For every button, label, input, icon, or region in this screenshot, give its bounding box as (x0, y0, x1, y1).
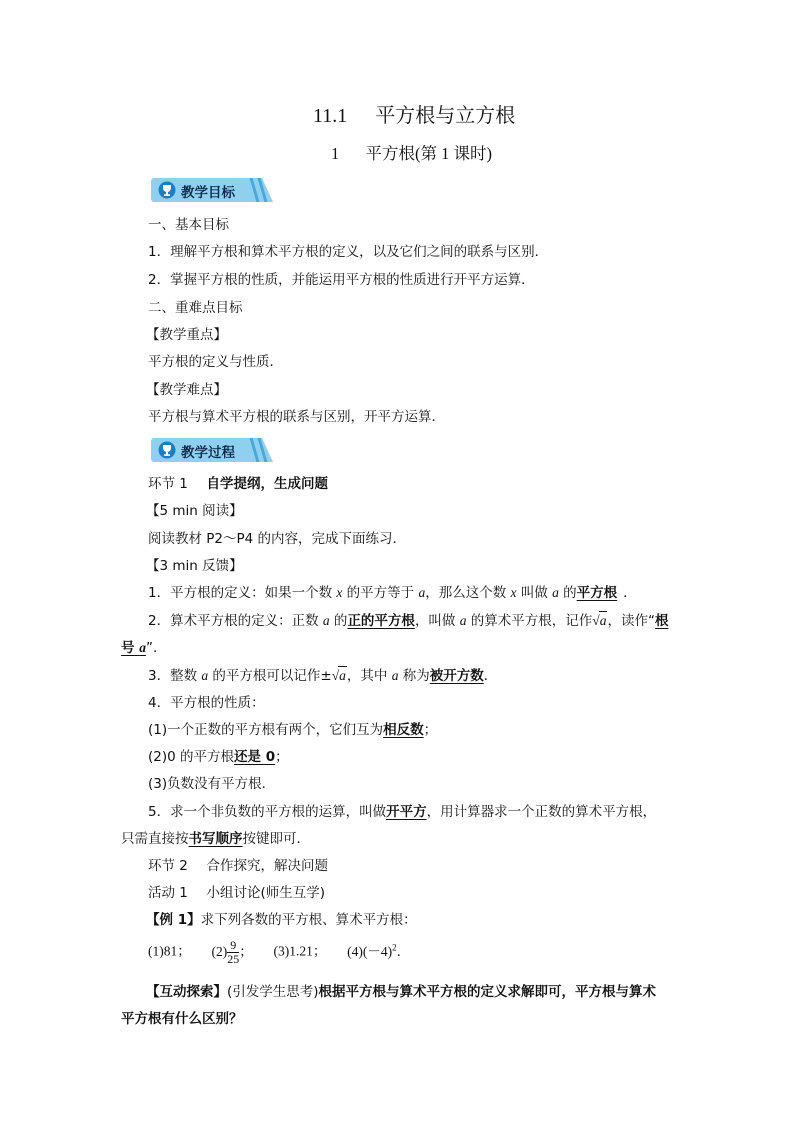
answer-zero: 还是 0 (234, 749, 276, 765)
question-4: 4．平方根的性质： (148, 695, 265, 711)
step-2-heading (148, 857, 328, 875)
goals-badge (151, 178, 273, 202)
process-badge-label: 教学过程 (181, 445, 235, 461)
answer-extract-root: 开平方 (386, 804, 427, 820)
question-1: 1．平方根的定义：如果一个数 x 的平方等于 a，那么这个数 x 叫做 a 的平方根 ． (148, 585, 637, 601)
process-badge (151, 438, 273, 462)
difficulty-text: 平方根与算术平方根的联系与区别，开平方运算． (148, 409, 445, 425)
focus-text: 平方根的定义与性质． (148, 354, 283, 370)
section-name: 平方根与立方根 (375, 103, 516, 127)
answer-square-root: 平方根 (576, 585, 618, 601)
lesson-number: 1 (331, 144, 340, 163)
difficulty-label: 【教学难点】 (146, 382, 227, 398)
property-2: (2)0 的平方根还是 0； (148, 749, 289, 765)
example-item-4: $(4)(-4)^2$． (347, 942, 411, 959)
explore-line-1: 【互动探索】(引发学生思考)根据平方根与算术平方根的定义求解即可，平方根与算术 (146, 984, 657, 1000)
answer-opposite: 相反数 (383, 722, 424, 738)
property-1: (1)一个正数的平方根有两个，它们互为相反数； (148, 722, 438, 738)
answer-writing-order: 书写顺序 (188, 831, 243, 847)
activity-1-heading (148, 884, 325, 902)
lesson-name: 平方根(第 1 课时) (365, 144, 492, 163)
focus-label: 【教学重点】 (146, 327, 227, 343)
sqrt-symbol: √a (331, 668, 346, 683)
activity-1-title: 小组讨论(师生互学) (206, 885, 326, 901)
key-goals-heading: 二、重难点目标 (148, 300, 243, 316)
read-text: 阅读教材 P2～P4 的内容，完成下面练习． (148, 531, 407, 547)
goal-item-2: 2．掌握平方根的性质，并能运用平方根的性质进行开平方运算． (148, 272, 535, 288)
example-item-3: (3)1.21； (273, 943, 327, 959)
explore-tag: 【互动探索】 (146, 984, 227, 1000)
section-number: 11.1 (313, 105, 348, 127)
example-1-items (148, 938, 410, 966)
lesson-title (331, 140, 492, 164)
example-1-text: 求下列各数的平方根、算术平方根： (200, 912, 417, 928)
step-1-title: 自学提纲，生成问题 (206, 476, 328, 492)
fraction: $\frac{9}{25}$ (227, 937, 240, 966)
answer-read-as-part2: 号 a (121, 640, 146, 656)
trophy-icon (158, 181, 176, 199)
step-1-heading (148, 475, 328, 493)
example-item-2: (2) $\frac{9}{25}$ ； (211, 937, 253, 966)
answer-read-as-part1: 根 (654, 613, 669, 629)
goals-badge-label: 教学目标 (181, 185, 235, 201)
activity-1-label: 活动 1 (148, 885, 188, 901)
feedback-tag: 【3 min 反馈】 (146, 558, 243, 574)
step-1-label: 环节 1 (148, 476, 188, 492)
example-item-1: (1)81； (148, 943, 191, 959)
question-5: 5．求一个非负数的平方根的运算，叫做开平方，用计算器求一个正数的算术平方根， (148, 804, 657, 820)
read-tag: 【5 min 阅读】 (146, 503, 243, 519)
step-2-label: 环节 2 (148, 858, 188, 874)
example-1 (146, 911, 417, 929)
answer-radicand: 被开方数 (429, 668, 484, 684)
step-2-title: 合作探究，解决问题 (206, 858, 328, 874)
section-title (313, 99, 515, 128)
question-2: 2．算术平方根的定义：正数 a 的正的平方根，叫做 a 的算术平方根，记作√a，读作“根 (148, 613, 669, 629)
sqrt-symbol: √a (592, 613, 607, 628)
question-3: 3．整数 a 的平方根可以记作±√a，其中 a 称为被开方数． (148, 668, 498, 684)
trophy-icon (158, 441, 176, 459)
question-5-line-2: 只需直接按书写顺序按键即可． (121, 831, 310, 847)
property-3: (3)负数没有平方根． (148, 776, 276, 792)
goal-item-1: 1．理解平方根和算术平方根的定义，以及它们之间的联系与区别． (148, 244, 549, 260)
explore-line-2: 平方根有什么区别？ (121, 1011, 243, 1027)
basic-goals-heading: 一、基本目标 (148, 217, 229, 233)
example-1-tag: 【例 1】 (146, 912, 201, 928)
answer-positive-root: 正的平方根 (347, 613, 415, 629)
question-2-line-2: 号 a”． (121, 640, 167, 656)
